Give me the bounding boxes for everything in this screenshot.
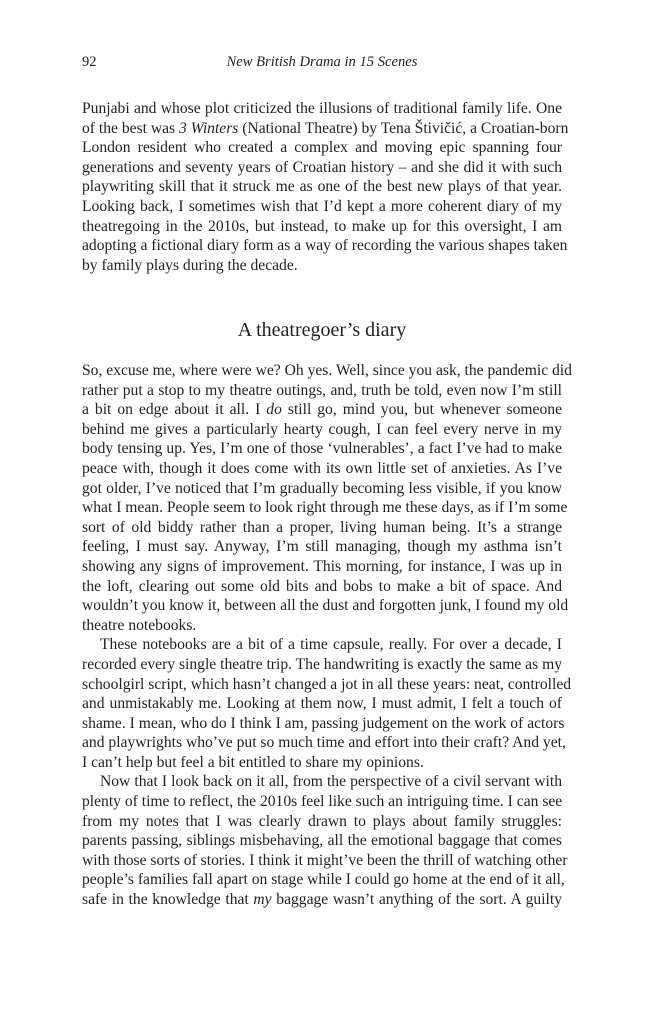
text-line: Now that I look back on it all, from the perspective of a civil servant with [100, 773, 562, 791]
intro-paragraph [82, 99, 569, 275]
text-line: theatregoing in the 2010s, but instead, to make up for this oversight, I am [82, 217, 562, 235]
paragraph [82, 361, 572, 635]
paragraph [82, 772, 568, 909]
text-line: theatre notebooks. [82, 616, 197, 634]
text-line: what I mean. People seem to look right through me these days, as if I’m some [82, 499, 568, 517]
text-line: playwriting skill that it struck me as one of the best new plays of that year. [82, 178, 562, 196]
italic-text: do [266, 401, 282, 419]
text-line: and unmistakably me. Looking at them now, I must admit, I felt a touch of [82, 695, 562, 713]
text-line: wouldn’t you know it, between all the dust and forgotten junk, I found my old [82, 597, 569, 615]
page-number: 92 [82, 54, 97, 70]
text-line: adopting a fictional diary form as a way of recording the various shapes taken [82, 237, 568, 255]
text-line: London resident who created a complex and moving epic spanning four [82, 139, 562, 157]
text-line: peace with, though it does come with its own little set of anxieties. As I’ve [82, 459, 562, 477]
section-heading: A theatregoer’s diary [237, 319, 407, 341]
text-line: by family plays during the decade. [82, 256, 298, 274]
text-line: a bit on edge about it all. I do still go, mind you, but whenever someone [82, 401, 562, 419]
text-line: recorded every single theatre trip. The handwriting is exactly the same as my [82, 655, 562, 673]
text-line: feeling, I must say. Anyway, I’m still managing, though my asthma isn’t [82, 538, 562, 556]
text-line: shame. I mean, who do I think I am, passing judgement on the work of actors [82, 714, 565, 732]
text-line: sort of old biddy rather than a proper, living human being. It’s a strange [82, 518, 562, 536]
section-body [82, 361, 572, 910]
text-line: with those sorts of stories. I think it might’ve been the thrill of watching other [82, 851, 568, 869]
italic-text: 3 Winters [179, 119, 239, 137]
text-line: people’s families fall apart on stage while I could go home at the end of it all, [82, 871, 565, 889]
text-line: the loft, clearing out some old bits and bobs to make a bit of space. And [82, 577, 562, 595]
text-line: schoolgirl script, which hasn’t changed a jot in all these years: neat, controlled [82, 675, 572, 693]
text-line: got older, I’ve noticed that I’m gradually becoming less visible, if you know [82, 479, 562, 497]
text-line: body tensing up. Yes, I’m one of those ‘vulnerables’, a fact I’ve had to make [82, 440, 562, 458]
text-line: Looking back, I sometimes wish that I’d kept a more coherent diary of my [82, 197, 562, 215]
text-line: Punjabi and whose plot criticized the illusions of traditional family life. One [82, 100, 562, 117]
italic-text: my [253, 891, 272, 909]
text-line: I can’t help but feel a bit entitled to share my opinions. [82, 753, 424, 771]
paragraph [82, 635, 572, 772]
text-line: behind me gives a particularly hearty cough, I can feel every nerve in my [82, 420, 562, 438]
text-line: rather put a stop to my theatre outings, and, truth be told, even now I’m still [82, 381, 562, 399]
text-line: plenty of time to reflect, the 2010s feel like such an intriguing time. I can see [82, 793, 563, 811]
text-line: and playwrights who’ve put so much time and effort into their craft? And yet, [82, 734, 566, 752]
text-line: parents passing, siblings misbehaving, all the emotional baggage that comes [82, 832, 562, 850]
text-line: of the best was 3 Winters (National Theatre) by Tena Štivičić, a Croatian-born [82, 119, 569, 137]
text-line: So, excuse me, where were we? Oh yes. Well, since you ask, the pandemic did [82, 362, 572, 379]
text-line: generations and seventy years of Croatian history – and she did it with such [82, 158, 562, 176]
running-title: New British Drama in 15 Scenes [226, 54, 418, 70]
running-head [82, 52, 562, 72]
text-line: from my notes that I was clearly drawn to plays about family struggles: [82, 812, 562, 830]
text-line: safe in the knowledge that my baggage wasn’t anything of the sort. A guilty [82, 891, 562, 909]
text-line: showing any signs of improvement. This morning, for instance, I was up in [82, 557, 562, 575]
text-line: These notebooks are a bit of a time capsule, really. For over a decade, I [100, 636, 562, 654]
